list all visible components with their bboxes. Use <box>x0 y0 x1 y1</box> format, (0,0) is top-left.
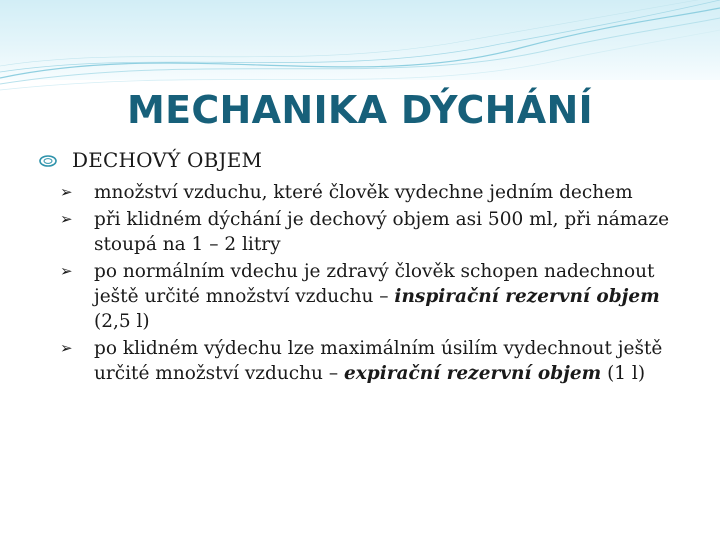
arrow-bullet-icon: ➢ <box>60 210 73 228</box>
list-item-text: množství vzduchu, které člověk vydechne jedním dechem <box>94 182 633 203</box>
arrow-bullet-icon: ➢ <box>60 262 73 280</box>
section-heading: DECHOVÝ OBJEM <box>72 148 263 172</box>
list-item <box>60 336 688 386</box>
ring-bullet-icon <box>38 154 58 168</box>
content-area <box>38 148 688 388</box>
list-item <box>60 259 688 334</box>
heading-row <box>38 148 688 172</box>
list-item-text-after: (2,5 l) <box>94 311 150 332</box>
arrow-bullet-icon: ➢ <box>60 339 73 357</box>
list-item <box>60 180 688 205</box>
list-item-text: při klidném dýchání je dechový objem asi 500 ml, při námaze stoupá na 1 – 2 litry <box>94 209 670 255</box>
list-item-emphasis: expirační rezervní objem <box>343 363 602 384</box>
header-wave-decoration <box>0 0 720 100</box>
slide-title: MECHANIKA DÝCHÁNÍ <box>127 88 593 132</box>
list-item-emphasis: inspirační rezervní objem <box>394 286 660 307</box>
list-item-text-after: (1 l) <box>601 363 646 384</box>
list-item-text: po normálním vdechu je zdravý člověk schopen nadechnout ještě určité množství vzduchu – <box>94 261 655 307</box>
arrow-bullet-icon: ➢ <box>60 183 73 201</box>
list-item-text: po klidném výdechu lze maximálním úsilím vydechnout ještě určité množství vzduchu – <box>94 338 663 384</box>
list-item <box>60 207 688 257</box>
bullet-list <box>38 180 688 386</box>
